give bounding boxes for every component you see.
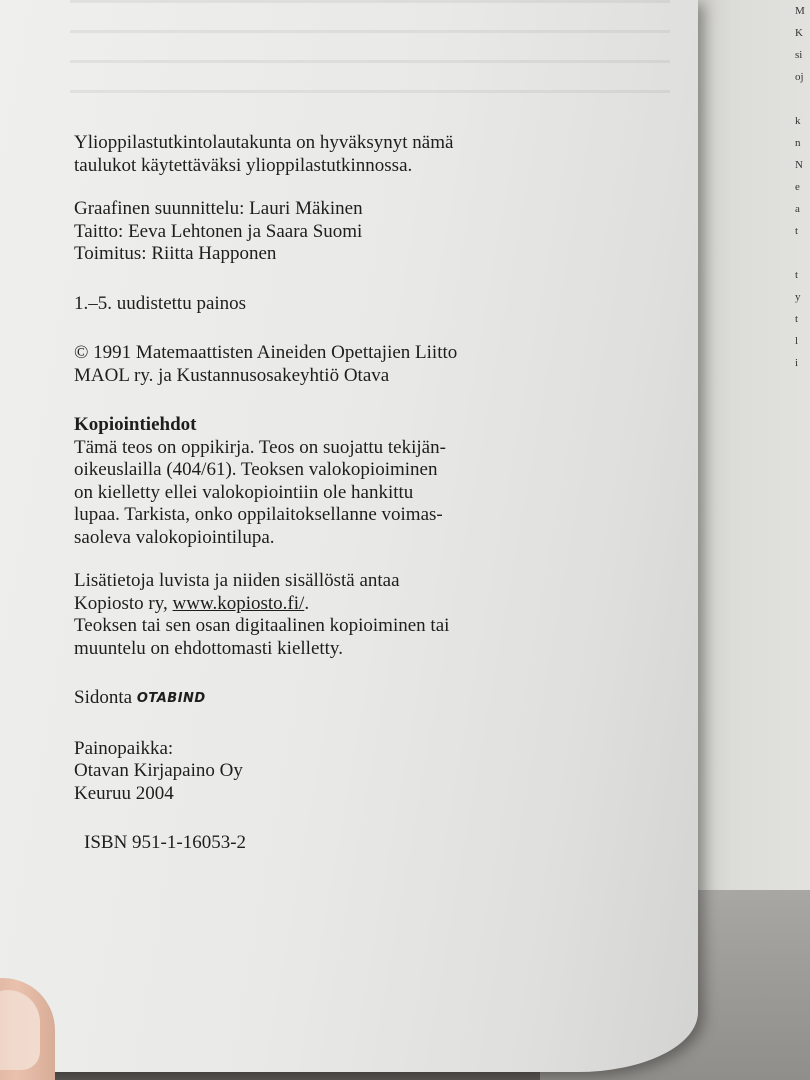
credit-editor: Toimitus: Riitta Happonen: [74, 243, 277, 264]
more-info-end: .: [304, 592, 310, 614]
printer-place-year: Keuruu 2004: [74, 782, 174, 804]
approval-statement: [74, 132, 534, 177]
otabind-logo: OTABIND: [136, 691, 206, 706]
adjacent-book-glyph: l: [795, 335, 799, 347]
copying-terms-line: Tämä teos on oppikirja. Teos on suojattu tekijän-: [74, 436, 446, 458]
binding-label: Sidonta: [74, 687, 133, 708]
isbn: [74, 832, 534, 855]
edition-line: 1.–5. uudistettu painos: [74, 292, 247, 314]
copying-terms-line: saoleva valokopiointilupa.: [74, 526, 275, 548]
adjacent-book-glyph: i: [795, 357, 799, 369]
copying-terms-line: oikeuslailla (404/61). Teoksen valokopioiminen: [74, 459, 438, 480]
printer-name: Otavan Kirjapaino Oy: [74, 760, 243, 781]
adjacent-book-glyph: k: [795, 115, 801, 127]
edition: [74, 293, 534, 316]
digital-notice-line: Teoksen tai sen osan digitaalinen kopioiminen tai: [74, 615, 450, 636]
adjacent-book-glyph: y: [795, 291, 801, 303]
binding: [74, 687, 534, 711]
isbn-line: ISBN 951-1-16053-2: [84, 832, 247, 853]
colophon-text: [74, 132, 534, 855]
copyright: [74, 342, 534, 387]
copyright-line: © 1991 Matemaattisten Aineiden Opettajien Liitto: [74, 342, 458, 363]
copying-terms-line: on kielletty ellei valokopiointiin ole hankittu: [74, 481, 414, 503]
adjacent-book-glyph: M: [795, 5, 805, 17]
copying-terms: [74, 414, 534, 549]
adjacent-book-page: [690, 0, 810, 910]
adjacent-book-glyph: K: [795, 27, 803, 39]
adjacent-book-glyph: [795, 242, 810, 264]
binding-line: [74, 687, 534, 711]
printer-label: Painopaikka:: [74, 737, 174, 759]
kopiosto-link[interactable]: www.kopiosto.fi/: [172, 592, 305, 614]
adjacent-book-glyph: t: [795, 225, 799, 237]
adjacent-book-glyph: si: [795, 49, 803, 61]
credit-design: Graafinen suunnittelu: Lauri Mäkinen: [74, 198, 363, 219]
show-through-text: [70, 0, 670, 120]
adjacent-book-glyph: e: [795, 181, 800, 193]
more-info-org: Kopiosto ry,: [74, 592, 173, 614]
approval-line: Ylioppilastutkintolautakunta on hyväksynyt nämä: [74, 132, 454, 153]
adjacent-book-glyph: oj: [795, 71, 804, 83]
more-info-line: Lisätietoja luvista ja niiden sisällöstä antaa: [74, 570, 400, 591]
adjacent-book-glyph: n: [795, 137, 801, 149]
adjacent-book-glyph: a: [795, 203, 800, 215]
adjacent-book-text: [795, 0, 810, 369]
copyright-line: MAOL ry. ja Kustannusosakeyhtiö Otava: [74, 364, 390, 386]
digital-notice-line: muuntelu on ehdottomasti kielletty.: [74, 637, 343, 659]
approval-line: taulukot käytettäväksi ylioppilastutkinnossa.: [74, 154, 413, 176]
credits: [74, 198, 534, 266]
adjacent-book-glyph: [795, 88, 810, 110]
more-info: [74, 570, 534, 660]
copying-heading: Kopiointiehdot: [74, 414, 197, 435]
adjacent-book-glyph: t: [795, 313, 799, 325]
adjacent-book-glyph: t: [795, 269, 799, 281]
more-info-line: [74, 593, 534, 616]
copying-terms-line: lupaa. Tarkista, onko oppilaitoksellanne voimas-: [74, 504, 443, 525]
printer: [74, 738, 534, 806]
adjacent-book-glyph: N: [795, 159, 803, 171]
credit-layout: Taitto: Eeva Lehtonen ja Saara Suomi: [74, 220, 363, 242]
